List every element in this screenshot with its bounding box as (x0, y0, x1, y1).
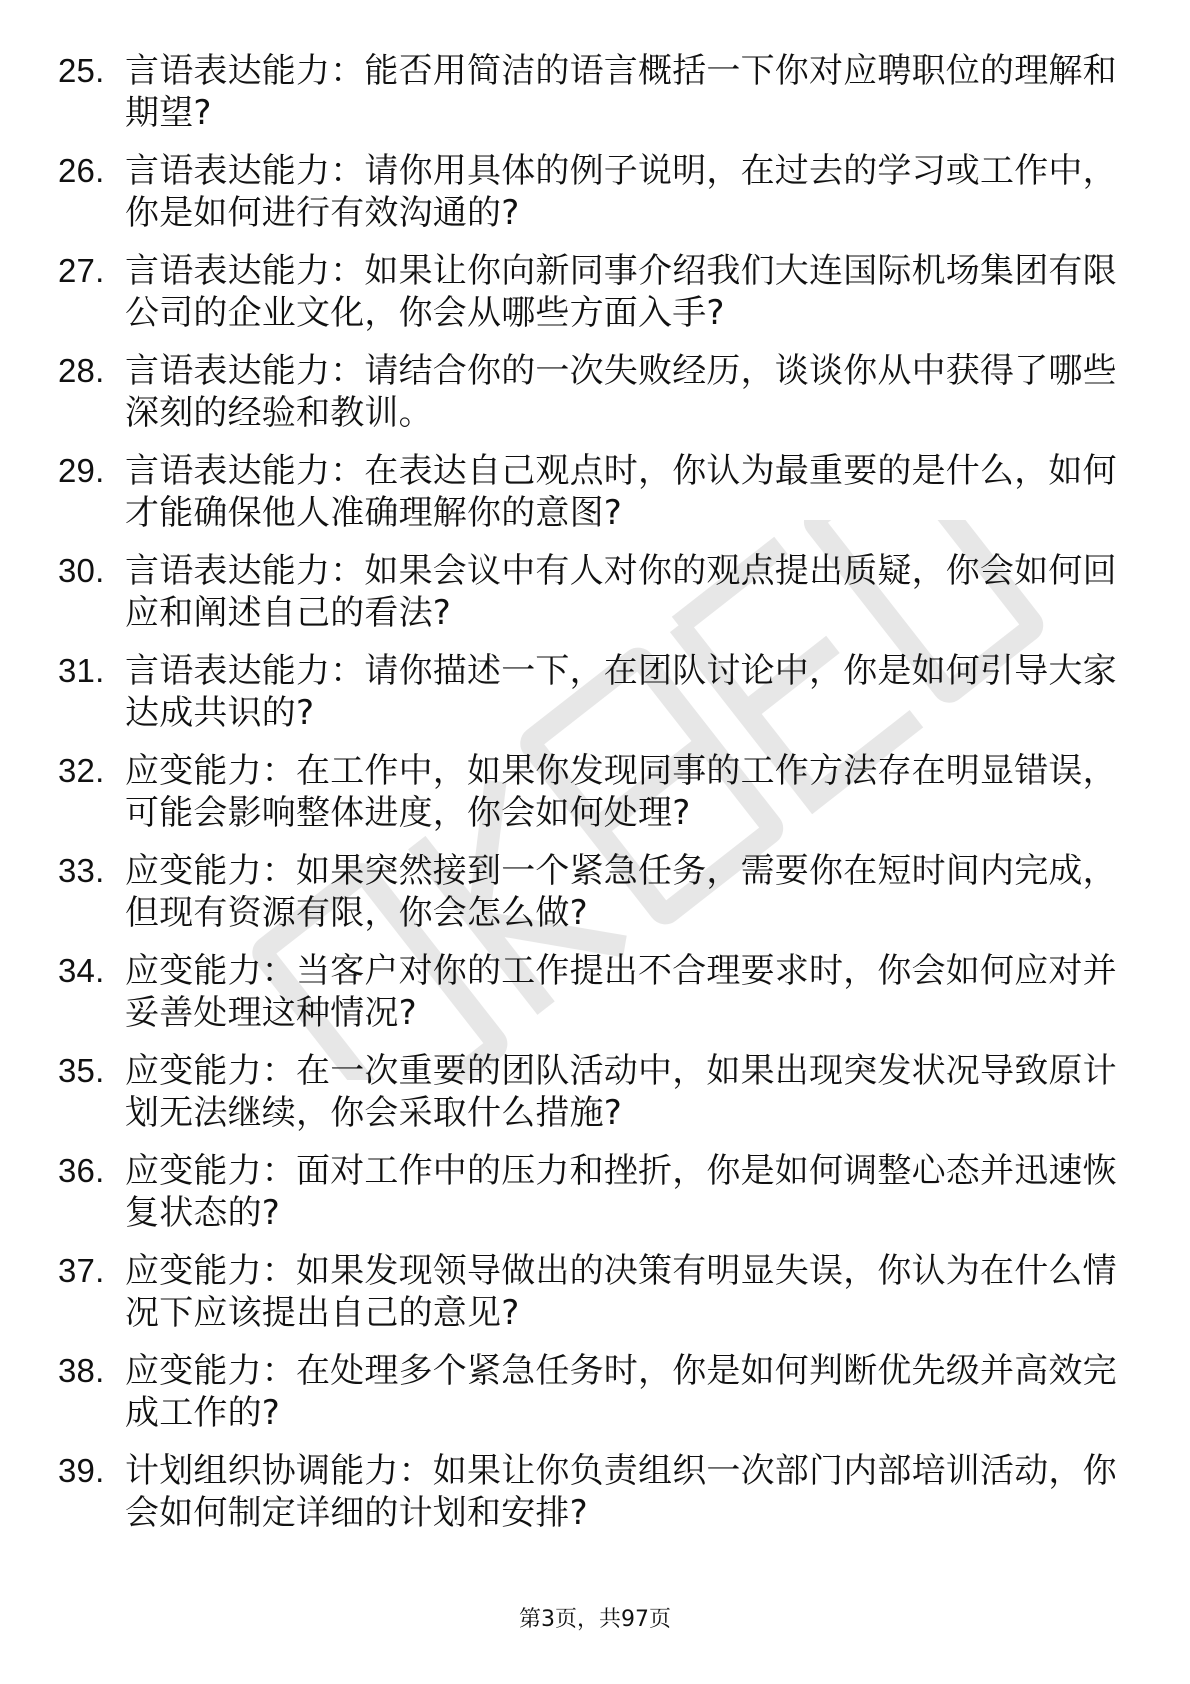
question-text: 计划组织协调能力：如果让你负责组织一次部门内部培训活动，你会如何制定详细的计划和安排? (125, 1451, 1117, 1533)
question-text: 应变能力：面对工作中的压力和挫折，你是如何调整心态并迅速恢复状态的? (125, 1151, 1117, 1233)
question-number: 31. (58, 652, 105, 689)
question-number: 37. (58, 1252, 105, 1289)
question-text: 言语表达能力：在表达自己观点时，你认为最重要的是什么，如何才能确保他人准确理解你的意图? (125, 451, 1117, 533)
question-number: 32. (58, 752, 105, 789)
list-item (58, 150, 1118, 234)
list-item (58, 450, 1118, 534)
question-text: 应变能力：在处理多个紧急任务时，你是如何判断优先级并高效完成工作的? (125, 1351, 1117, 1433)
list-item (58, 250, 1118, 334)
question-number: 25. (58, 52, 105, 89)
question-text: 言语表达能力：请结合你的一次失败经历，谈谈你从中获得了哪些深刻的经验和教训。 (125, 351, 1117, 433)
list-item (58, 1350, 1118, 1434)
question-number: 33. (58, 852, 105, 889)
list-item (58, 850, 1118, 934)
list-item (58, 750, 1118, 834)
question-text: 言语表达能力：请你描述一下，在团队讨论中，你是如何引导大家达成共识的? (125, 651, 1117, 733)
list-item (58, 950, 1118, 1034)
list-item (58, 1250, 1118, 1334)
question-number: 26. (58, 152, 105, 189)
question-text: 应变能力：如果突然接到一个紧急任务，需要你在短时间内完成，但现有资源有限，你会怎么做? (125, 851, 1117, 933)
page-footer (0, 1606, 1190, 1634)
question-text: 言语表达能力：如果会议中有人对你的观点提出质疑，你会如何回应和阐述自己的看法? (125, 551, 1117, 633)
question-text: 应变能力：在工作中，如果你发现同事的工作方法存在明显错误，可能会影响整体进度，你会如何处理? (125, 751, 1117, 833)
list-item (58, 1150, 1118, 1234)
question-number: 34. (58, 952, 105, 989)
list-item (58, 550, 1118, 634)
list-item (58, 50, 1118, 134)
question-number: 28. (58, 352, 105, 389)
page-number-label: 第3页，共97页 (519, 1607, 671, 1632)
list-item (58, 1450, 1118, 1534)
question-number: 38. (58, 1352, 105, 1389)
question-number: 30. (58, 552, 105, 589)
question-number: 39. (58, 1452, 105, 1489)
question-list (58, 50, 1118, 1550)
question-text: 言语表达能力：请你用具体的例子说明，在过去的学习或工作中，你是如何进行有效沟通的? (125, 151, 1117, 233)
question-number: 35. (58, 1052, 105, 1089)
list-item (58, 650, 1118, 734)
list-item (58, 350, 1118, 434)
question-text: 应变能力：如果发现领导做出的决策有明显失误，你认为在什么情况下应该提出自己的意见? (125, 1251, 1117, 1333)
question-text: 言语表达能力：能否用简洁的语言概括一下你对应聘职位的理解和期望? (125, 51, 1117, 133)
question-number: 27. (58, 252, 105, 289)
list-item (58, 1050, 1118, 1134)
question-text: 应变能力：在一次重要的团队活动中，如果出现突发状况导致原计划无法继续，你会采取什么措施? (125, 1051, 1117, 1133)
question-number: 29. (58, 452, 105, 489)
question-text: 应变能力：当客户对你的工作提出不合理要求时，你会如何应对并妥善处理这种情况? (125, 951, 1117, 1033)
question-text: 言语表达能力：如果让你向新同事介绍我们大连国际机场集团有限公司的企业文化，你会从哪些方面入手? (125, 251, 1117, 333)
question-number: 36. (58, 1152, 105, 1189)
